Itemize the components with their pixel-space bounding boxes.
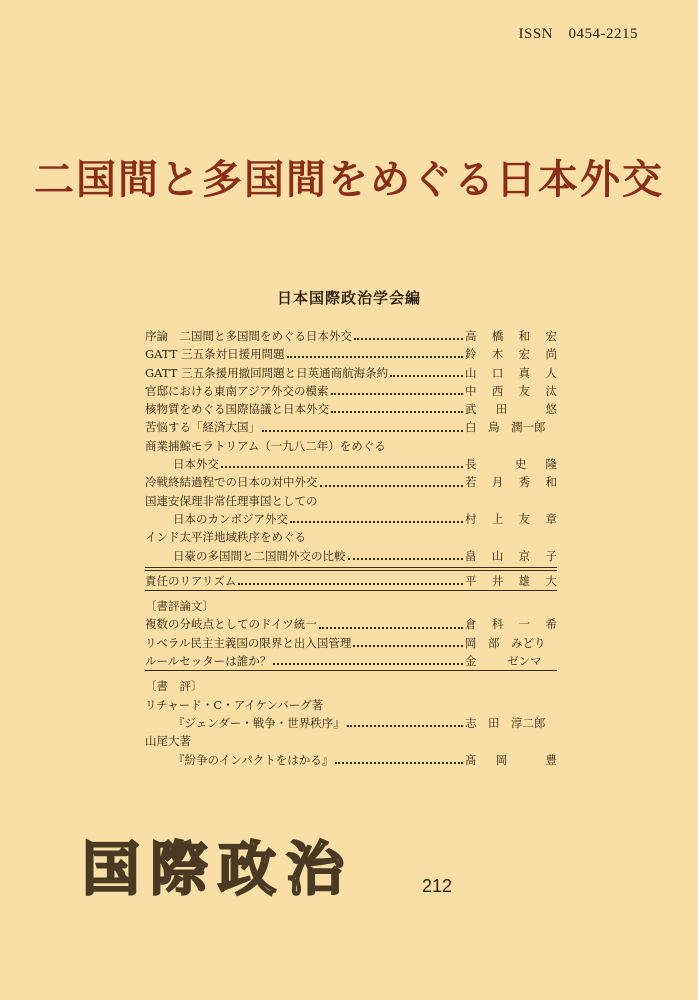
leader-dots — [390, 375, 463, 377]
leader-dots — [348, 558, 464, 560]
leader-dots — [221, 466, 463, 468]
toc-entry — [145, 364, 557, 382]
toc-entry-title: 苦悩する「経済大国」 — [145, 420, 260, 435]
editor-line: 日本国際政治学会編 — [276, 289, 421, 307]
toc-entry-title: 官邸における東南アジア外交の模索 — [145, 383, 329, 398]
toc-entry-author: 鈴 木 宏 尚 — [465, 347, 557, 362]
leader-dots — [287, 356, 463, 358]
toc-entry — [145, 714, 557, 732]
toc-entry-author: 村 上 友 章 — [465, 511, 557, 526]
toc-entry-author: 高 橋 和 宏 — [465, 329, 557, 343]
leader-dots — [262, 430, 463, 432]
toc-entry — [145, 382, 557, 400]
toc-entry-author: 山 口 真 人 — [465, 365, 557, 380]
section-divider — [145, 567, 557, 571]
toc-entry-author: 平 井 雄 大 — [465, 573, 557, 588]
leader-dots — [238, 583, 463, 585]
toc-entry — [145, 455, 557, 473]
leader-dots — [353, 645, 463, 647]
toc-entry-author: 白 鳥 潤一郎 — [465, 420, 546, 435]
leader-dots — [319, 627, 463, 629]
toc-entry-author: 倉 科 一 希 — [465, 617, 557, 632]
toc-entry-author: 畠 山 京 子 — [465, 548, 557, 563]
journal-name: 国際政治 — [82, 835, 355, 903]
toc-entry-title: 『ジェンダー・戦争・世界秩序』 — [173, 715, 345, 730]
toc-entry — [145, 652, 557, 670]
toc-entry-title-line1: 国連安保理非常任理事国としての — [145, 493, 318, 508]
toc-entry-title: 核物質をめぐる国際協議と日本外交 — [145, 402, 329, 417]
toc-entry — [145, 547, 557, 565]
toc-entry-author: 志 田 淳二郎 — [465, 715, 546, 730]
toc-entry-author: 若 月 秀 和 — [465, 475, 557, 490]
issue-number: 212 — [422, 876, 453, 896]
toc-entry-title-line1: 商業捕鯨モラトリアム（一九八二年）をめぐる — [145, 438, 386, 453]
table-of-contents — [145, 327, 557, 769]
leader-dots — [354, 338, 463, 340]
toc-entry — [145, 634, 557, 652]
toc-entry-author: 中 西 友 汰 — [465, 383, 557, 398]
toc-entry — [145, 327, 557, 345]
toc-entry-line1 — [145, 437, 557, 455]
toc-entry-title: 『紛争のインパクトをはかる』 — [173, 752, 334, 767]
toc-entry-title: GATT 三五条対日援用問題 — [145, 347, 285, 362]
cover-title: 二国間と多国間をめぐる日本外交 — [34, 156, 664, 203]
toc-entry — [145, 345, 557, 363]
toc-entry-title: 日豪の多国間と二国間外交の比較 — [173, 548, 346, 563]
toc-entry-title: リベラル民主主義国の限界と出入国管理 — [145, 635, 352, 650]
toc-entry-line1 — [145, 732, 557, 750]
leader-dots — [273, 663, 463, 665]
toc-entry — [145, 751, 557, 769]
toc-entry — [145, 418, 557, 436]
toc-entry-line1 — [145, 528, 557, 546]
toc-entry — [145, 615, 557, 633]
toc-entry-author: 金 ゼンマ — [465, 654, 542, 669]
toc-entry-title: 序論 二国間と多国間をめぐる日本外交 — [145, 329, 352, 343]
toc-entry-title-line1: リチャード・C・アイケンバーグ著 — [145, 697, 324, 712]
toc-entry-line1 — [145, 492, 557, 510]
toc-entry — [145, 473, 557, 491]
toc-entry-title: 日本のカンボジア外交 — [173, 511, 288, 526]
leader-dots — [320, 485, 464, 487]
toc-entry — [145, 400, 557, 418]
toc-entry-title: 複数の分岐点としてのドイツ統一 — [145, 617, 317, 632]
toc-entry-author: 武 田 悠 — [465, 402, 557, 417]
issn-label: ISSN 0454-2215 — [518, 26, 638, 42]
toc-entry-author: 髙 岡 豊 — [465, 752, 557, 767]
toc-entry — [145, 572, 557, 590]
toc-entry-title-line1: 山尾大著 — [145, 734, 191, 749]
leader-dots — [347, 725, 463, 727]
leader-dots — [331, 393, 463, 395]
leader-dots — [335, 762, 463, 764]
toc-entry-title-line1: インド太平洋地域秩序をめぐる — [145, 530, 306, 545]
toc-entry-title: 責任のリアリズム — [145, 573, 237, 588]
toc-entry-title: ルールセッターは誰か？ — [145, 654, 272, 669]
leader-dots — [331, 411, 463, 413]
toc-entry-author: 長 史 隆 — [465, 457, 557, 472]
toc-entry-author: 岡 部 みどり — [465, 635, 546, 650]
toc-entry-title: 日本外交 — [173, 457, 219, 472]
section-heading-review-essays: 〔書評論文〕 — [145, 599, 214, 614]
leader-dots — [290, 521, 463, 523]
toc-entry — [145, 510, 557, 528]
toc-entry-title: GATT 三五条援用撤回問題と日英通商航海条約 — [145, 365, 389, 380]
toc-entry-line1 — [145, 696, 557, 714]
toc-entry-title: 冷戦終結過程での日本の対中外交 — [145, 475, 318, 490]
section-heading-reviews: 〔書 評〕 — [145, 679, 203, 694]
